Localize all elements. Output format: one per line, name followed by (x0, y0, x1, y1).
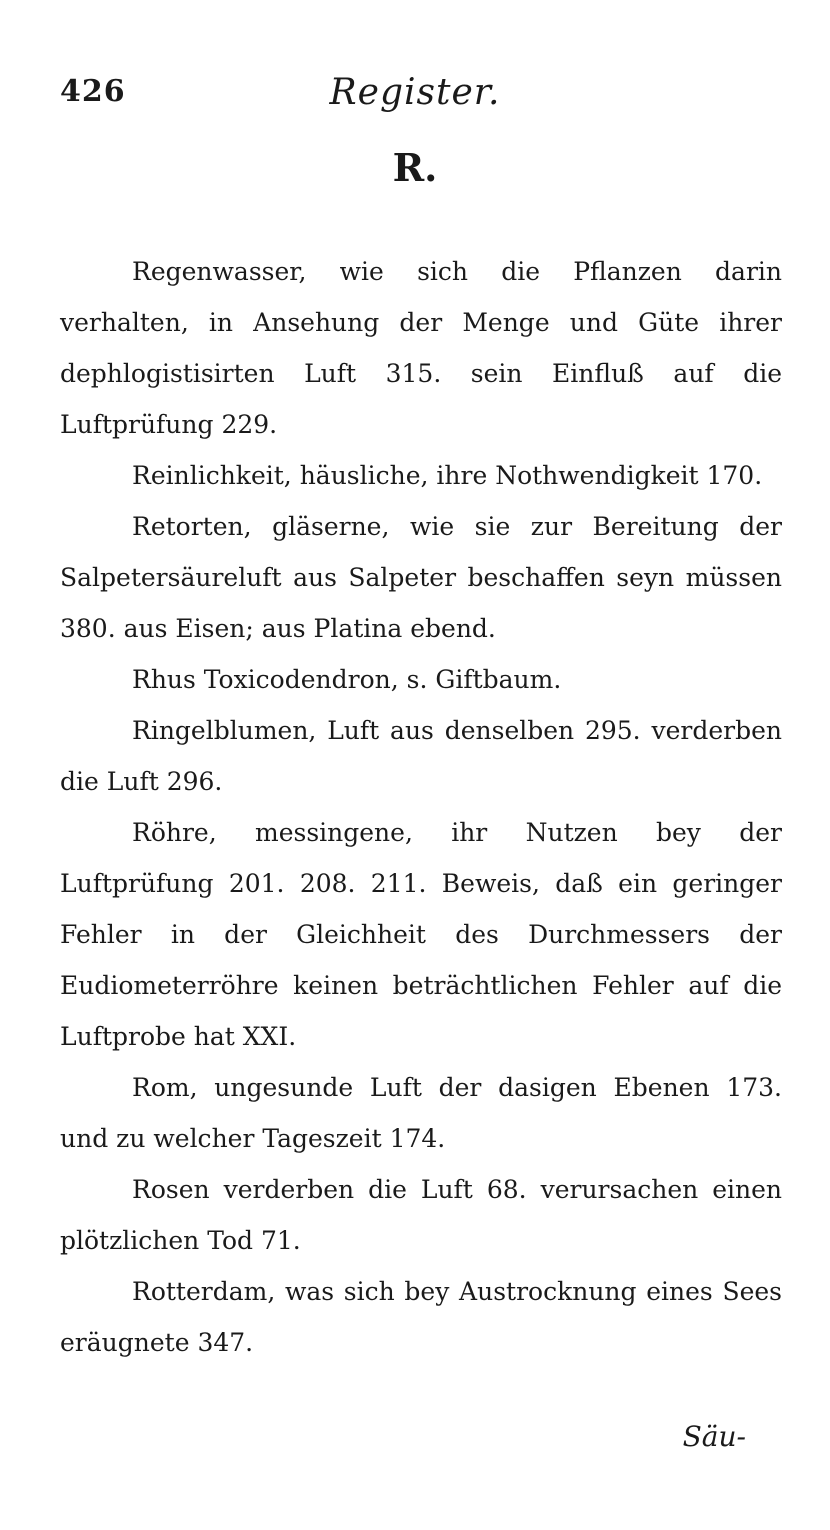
register-entries (60, 246, 782, 1368)
register-entry-regenwasser: Regenwasser, wie sich die Pflanzen darin verhalten, in Ansehung der Menge und Güte ihrer dephlogistisirten Luft 315. sein Einfluß auf die Luftprüfung 229. (60, 257, 782, 439)
register-entry-rom: Rom, ungesunde Luft der dasigen Ebenen 173. und zu welcher Tageszeit 174. (60, 1073, 782, 1153)
section-letter: R. (392, 145, 438, 190)
page-number: 426 (60, 74, 126, 109)
catchword: Säu- (682, 1420, 746, 1453)
register-entry-ringelblumen: Ringelblumen, Luft aus denselben 295. verderben die Luft 296. (60, 716, 782, 796)
register-entry-roehre: Röhre, messingene, ihr Nutzen bey der Luftprüfung 201. 208. 211. Beweis, daß ein geringer Fehler in der Gleichheit des Durchmessers der Eudiometerröhre keinen beträchtlichen Fehler auf die Luftprobe hat XXI. (60, 818, 782, 1051)
register-entry-rhus: Rhus Toxicodendron, s. Giftbaum. (132, 665, 562, 694)
register-entry-rosen: Rosen verderben die Luft 68. verursachen einen plötzlichen Tod 71. (60, 1175, 782, 1255)
running-head: Register. (329, 72, 501, 113)
register-entry-rotterdam: Rotterdam, was sich bey Austrocknung eines Sees eräugnete 347. (60, 1277, 782, 1357)
register-entry-reinlichkeit: Reinlichkeit, häusliche, ihre Nothwendigkeit 170. (132, 461, 763, 490)
register-entry-retorten: Retorten, gläserne, wie sie zur Bereitung der Salpetersäureluft aus Salpeter beschaffen seyn müssen 380. aus Eisen; aus Platina ebend. (60, 512, 782, 643)
